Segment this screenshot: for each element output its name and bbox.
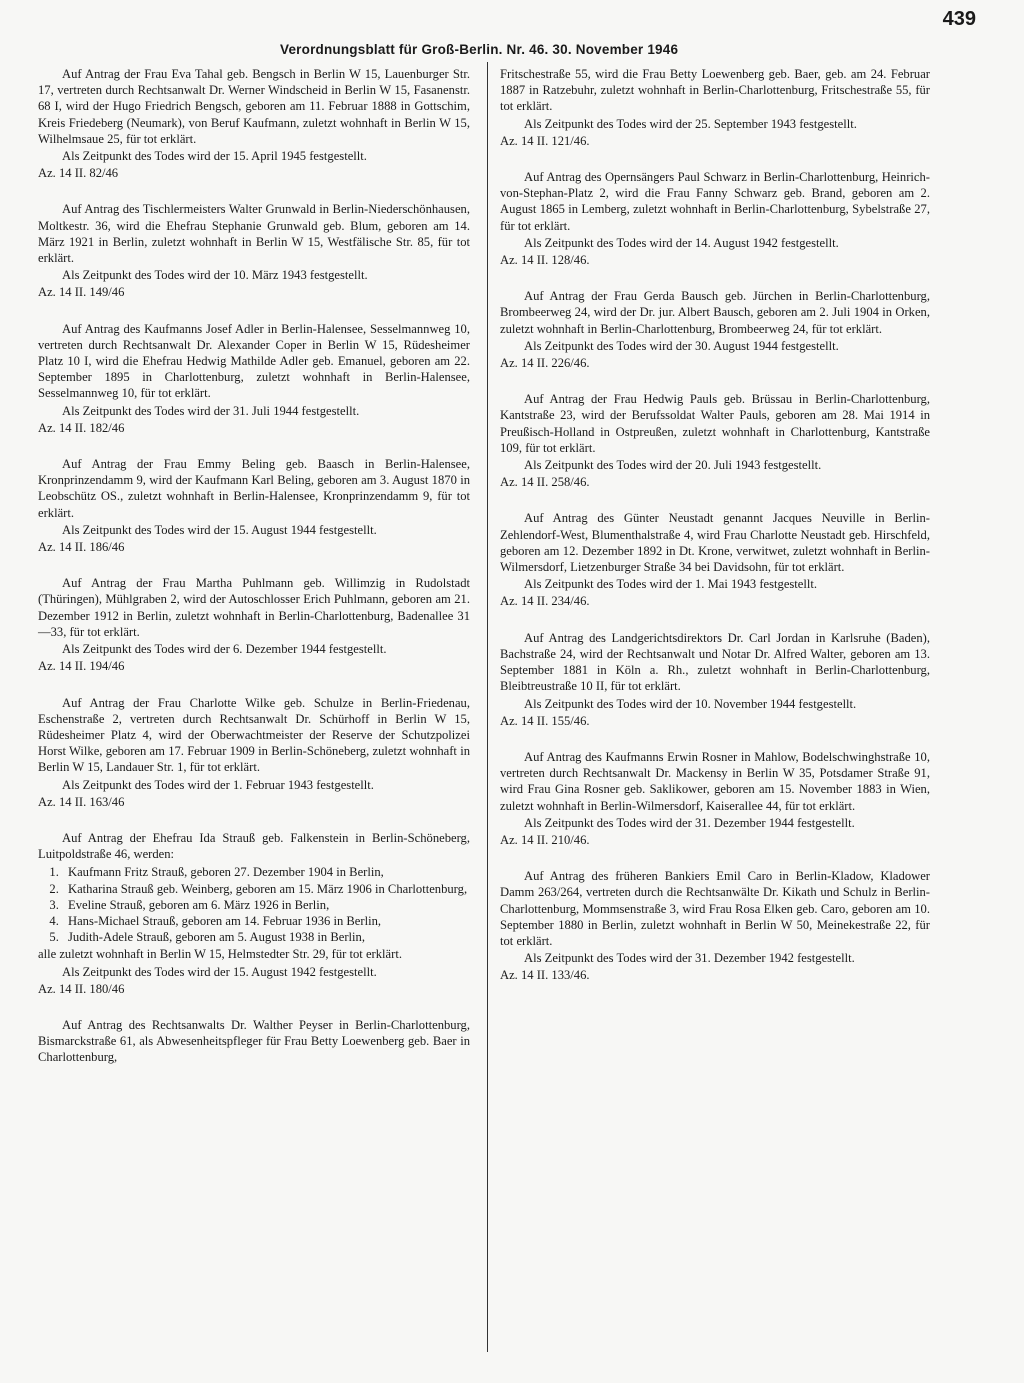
notice-reference: Az. 14 II. 210/46. (500, 832, 590, 847)
notice-date: Als Zeitpunkt des Todes wird der 15. August 1944 festgestellt. (62, 522, 377, 537)
notice-entry-list (38, 830, 470, 997)
notice-entry (38, 1017, 470, 1066)
notice-entry (38, 695, 470, 810)
notice-body: Auf Antrag des Opernsängers Paul Schwarz in Berlin-Charlottenburg, Heinrich-von-Stephan-Platz 2, wird die Frau Fanny Schwarz geb. Brand, geboren am 2. August 1865 in Lemberg, zuletzt wohnhaft in Berlin-Charlottenburg, Sybelstraße 27, für tot erklärt. (500, 170, 930, 233)
notice-body: Auf Antrag des Kaufmanns Erwin Rosner in Mahlow, Bodelschwinghstraße 10, vertreten durch Rechtsanwalt Dr. Mackensy in Berlin W 35, Potsdamer Straße 91, wird Frau Gina Rosner geb. Saklikower, geboren am 15. November 1883 in Wien, zuletzt wohnhaft in Berlin-Wilmersdorf, Kaiserallee 44, für tot erklärt. (500, 749, 930, 813)
notice-body: Auf Antrag des Günter Neustadt genannt Jacques Neuville in Berlin-Zehlendorf-West, Blumenthalstraße 4, wird Frau Charlotte Neustadt geb. Hirschfeld, geboren am 12. Dezember 1892 in Dt. Krone, verwitwet, zuletzt wohnhaft in Berlin-Wilmersdorf, Lietzenburger Straße 34 bei Davidsohn, für tot erklärt. (500, 511, 930, 575)
notice-reference: Az. 14 II. 121/46. (500, 133, 590, 148)
notice-date: Als Zeitpunkt des Todes wird der 20. Juli 1943 festgestellt. (524, 458, 822, 473)
notice-entry (38, 66, 470, 181)
notice-body: Auf Antrag der Frau Charlotte Wilke geb. Schulze in Berlin-Friedenau, Eschenstraße 2, vertreten durch Rechtsanwalt Dr. Schürhoff in Berlin W 15, Rüdesheimer Platz 4, wird der Oberwachtmeister der Reserve der Schutzpolizei Horst Wilke, geboren am 17. Februar 1909 in Berlin-Schöneberg, zuletzt wohnhaft in Berlin W 15, Landauer Str. 1, für tot erklärt. (38, 695, 470, 775)
notice-date: Als Zeitpunkt des Todes wird der 10. November 1944 festgestellt. (524, 696, 857, 711)
notice-entry (500, 630, 930, 729)
page-header (0, 8, 1024, 60)
notice-entry (500, 868, 930, 983)
list-item: 1. Kaufmann Fritz Strauß, geboren 27. Dezember 1904 in Berlin, (62, 864, 470, 880)
notice-date: Als Zeitpunkt des Todes wird der 6. Dezember 1944 festgestellt. (62, 642, 387, 657)
right-column (500, 66, 930, 1004)
notice-entry (38, 321, 470, 436)
notice-date: Als Zeitpunkt des Todes wird der 15. August 1942 festgestellt. (62, 964, 377, 979)
notice-date: Als Zeitpunkt des Todes wird der 31. Dezember 1942 festgestellt. (524, 951, 855, 966)
notice-reference: Az. 14 II. 149/46 (38, 285, 125, 300)
notice-body: Auf Antrag der Frau Gerda Bausch geb. Jürchen in Berlin-Charlottenburg, Brombeerweg 24, wird der Dr. jur. Albert Bausch, geboren am 2. Juli 1904 in Orken, zuletzt wohnhaft in Berlin-Charlottenburg, Brombeerweg 24, für tot erklärt. (500, 289, 930, 336)
notice-reference: Az. 14 II. 133/46. (500, 968, 590, 983)
notice-entry (500, 169, 930, 268)
notice-entry (38, 575, 470, 674)
notice-date: Als Zeitpunkt des Todes wird der 14. August 1942 festgestellt. (524, 235, 839, 250)
notice-reference: Az. 14 II. 128/46. (500, 253, 590, 268)
notice-reference: Az. 14 II. 234/46. (500, 594, 590, 609)
notice-body: Auf Antrag der Frau Eva Tahal geb. Bengsch in Berlin W 15, Lauenburger Str. 17, vertreten durch Rechtsanwalt Dr. Werner Windscheid in Berlin W 15, Fasanenstr. 68 I, wird der Hugo Friedrich Bengsch, geboren am 11. Februar 1888 in Gottschim, Kreis Friedeberg (Neumark), von Beruf Kaufmann, zuletzt wohnhaft in Berlin W 15, Wilhelmsaue 25, für tot erklärt. (38, 67, 470, 146)
notice-body: Auf Antrag des Kaufmanns Josef Adler in Berlin-Halensee, Sesselmannweg 10, vertreten durch Rechtsanwalt Dr. Alexander Coper in Berlin W 15, Rüdesheimer Platz 10 I, wird die Ehefrau Hedwig Mathilde Adler geb. Emanuel, geboren am 22. September 1895 in Charlottenburg, zuletzt wohnhaft in Berlin-Halensee, Sesselmannweg 10, für tot erklärt. (38, 321, 470, 401)
notice-body: Auf Antrag der Frau Hedwig Pauls geb. Brüssau in Berlin-Charlottenburg, Kantstraße 23, wird der Berufssoldat Walter Pauls, geboren am 28. Mai 1914 in Preußisch-Holland in Ostpreußen, zuletzt wohnhaft in Charlottenburg, Kantstraße 109, für tot erklärt. (500, 392, 930, 455)
notice-date: Als Zeitpunkt des Todes wird der 10. März 1943 festgestellt. (62, 268, 368, 283)
notice-date: Als Zeitpunkt des Todes wird der 15. April 1945 festgestellt. (62, 149, 367, 164)
notice-date: Als Zeitpunkt des Todes wird der 1. Mai 1943 festgestellt. (524, 577, 818, 592)
notice-body: Auf Antrag der Frau Emmy Beling geb. Baasch in Berlin-Halensee, Kronprinzendamm 9, wird der Kaufmann Karl Beling, geboren am 3. August 1870 in Leobschütz OS., zuletzt wohnhaft in Berlin-Halensee, Kronprinzendamm 9, für tot erklärt. (38, 457, 470, 520)
notice-date: Als Zeitpunkt des Todes wird der 30. August 1944 festgestellt. (524, 338, 839, 353)
list-item: 3. Eveline Strauß, geboren am 6. März 1926 in Berlin, (62, 897, 470, 913)
notice-reference: Az. 14 II. 82/46 (38, 166, 119, 181)
list-item: 5. Judith-Adele Strauß, geboren am 5. August 1938 in Berlin, (62, 929, 470, 945)
notice-date: Als Zeitpunkt des Todes wird der 31. Dezember 1944 festgestellt. (524, 815, 855, 830)
notice-reference: Az. 14 II. 182/46 (38, 420, 125, 435)
notice-reference: Az. 14 II. 180/46 (38, 981, 125, 996)
notice-entry (500, 288, 930, 371)
notice-date: Als Zeitpunkt des Todes wird der 1. Februar 1943 festgestellt. (62, 777, 374, 792)
notice-body: Auf Antrag der Frau Martha Puhlmann geb. Willimzig in Rudolstadt (Thüringen), Mühlgraben 2, wird der Autoschlosser Erich Puhlmann, geboren am 21. Dezember 1912 in Berlin, zuletzt wohnhaft in Berlin-Charlottenburg, Badenallee 31—33, für tot erklärt. (38, 576, 470, 639)
list-item: 2. Katharina Strauß geb. Weinberg, geboren am 15. März 1906 in Charlottenburg, (62, 881, 470, 897)
notice-intro: Auf Antrag der Ehefrau Ida Strauß geb. Falkenstein in Berlin-Schöneberg, Luitpoldstraße 46, werden: (38, 830, 470, 862)
person-list (38, 864, 470, 945)
header-title: Verordnungsblatt für Groß-Berlin. Nr. 46. 30. November 1946 (280, 42, 679, 57)
notice-entry (500, 391, 930, 490)
notice-reference: Az. 14 II. 186/46 (38, 540, 125, 555)
page-number: 439 (942, 8, 976, 30)
notice-entry (38, 456, 470, 555)
notice-entry (500, 749, 930, 848)
notice-reference: Az. 14 II. 258/46. (500, 475, 590, 490)
left-column (38, 66, 470, 1066)
notice-entry-continued (500, 66, 930, 149)
notice-body-continued: Fritschestraße 55, wird die Frau Betty Loewenberg geb. Baer, geb. am 24. Februar 1887 in Ratzebuhr, zuletzt wohnhaft in Berlin-Charlottenburg, Fritschestraße 55, für tot erklärt. (500, 67, 930, 114)
notice-entry (38, 201, 470, 300)
notice-body: Auf Antrag des Tischlermeisters Walter Grunwald in Berlin-Niederschönhausen, Moltkestr. 36, wird die Ehefrau Stephanie Grunwald geb. Blum, geboren am 14. März 1921 in Berlin, zuletzt wohnhaft in Berlin W 15, Westfälische Str. 85, für tot erklärt. (38, 202, 470, 266)
notice-reference: Az. 14 II. 155/46. (500, 713, 590, 728)
column-divider (487, 62, 488, 1352)
notice-entry (500, 510, 930, 609)
notice-body: Auf Antrag des früheren Bankiers Emil Caro in Berlin-Kladow, Kladower Damm 263/264, vertreten durch die Rechtsanwälte Dr. Kikath und Schulz in Berlin-Charlottenburg, Mommsenstraße 3, wird Frau Rosa Elken geb. Caro, geboren am 10. September 1880 in Berlin, zuletzt wohnhaft in Berlin W 50, Meinekestraße 22, für tot erklärt. (500, 869, 930, 948)
notice-list-conclusion: alle zuletzt wohnhaft in Berlin W 15, Helmstedter Str. 29, für tot erklärt. (38, 947, 402, 962)
notice-reference: Az. 14 II. 226/46. (500, 356, 590, 371)
list-item: 4. Hans-Michael Strauß, geboren am 14. Februar 1936 in Berlin, (62, 913, 470, 929)
notice-date: Als Zeitpunkt des Todes wird der 31. Juli 1944 festgestellt. (62, 403, 360, 418)
notice-date: Als Zeitpunkt des Todes wird der 25. September 1943 festgestellt. (524, 116, 857, 131)
notice-body-start: Auf Antrag des Rechtsanwalts Dr. Walther Peyser in Berlin-Charlottenburg, Bismarckstraße 61, als Abwesenheitspfleger für Frau Betty Loewenberg geb. Baer in Charlottenburg, (38, 1017, 470, 1065)
notice-body: Auf Antrag des Landgerichtsdirektors Dr. Carl Jordan in Karlsruhe (Baden), Bachstraße 24, wird der Rechtsanwalt und Notar Dr. Alfred Walter, geboren am 13. September 1881 in Köln a. Rh., zuletzt wohnhaft in Berlin-Charlottenburg, Bleibtreustraße 10 II, für tot erklärt. (500, 630, 930, 694)
notice-reference: Az. 14 II. 163/46 (38, 794, 125, 809)
notice-reference: Az. 14 II. 194/46 (38, 659, 125, 674)
